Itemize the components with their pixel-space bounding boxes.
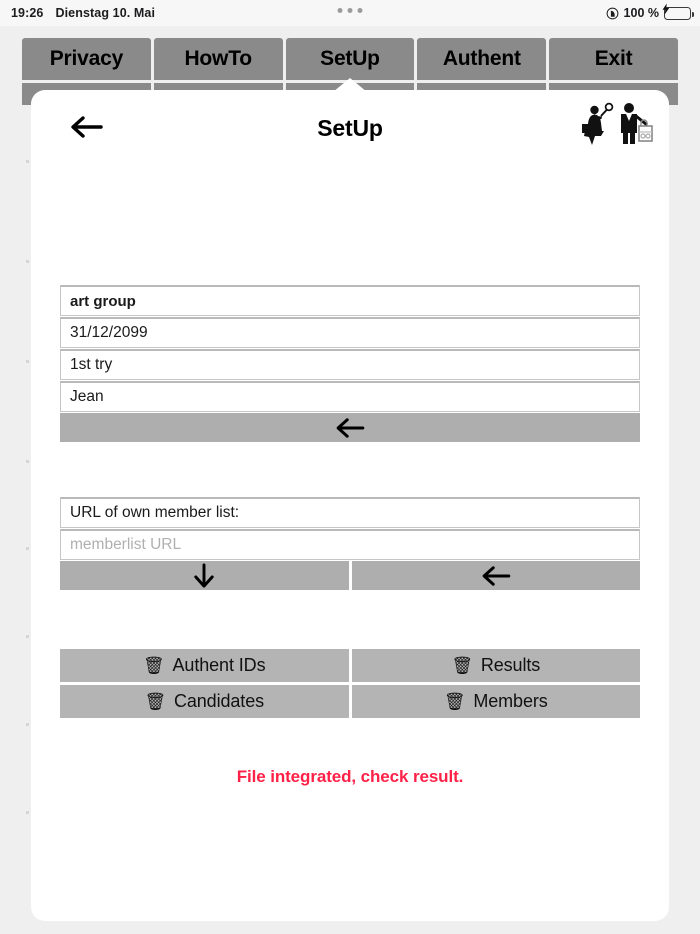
status-bar-left xyxy=(11,6,155,20)
tab-howto[interactable] xyxy=(154,38,283,80)
download-arrow-icon xyxy=(193,563,215,589)
tab-label: Authent xyxy=(442,47,521,70)
wastebasket-icon: 🗑 xyxy=(143,656,165,675)
back-arrow-icon xyxy=(334,417,366,439)
delete-candidates-button[interactable] xyxy=(60,685,349,718)
group-info-section xyxy=(60,285,640,442)
dot xyxy=(348,8,353,13)
back-arrow-icon xyxy=(480,565,512,587)
status-bar xyxy=(0,0,700,26)
status-bar-right xyxy=(606,6,691,20)
delete-results-button[interactable] xyxy=(352,649,641,682)
tab-authent[interactable] xyxy=(417,38,546,80)
memberlist-section xyxy=(60,497,640,590)
group-attempt-field[interactable]: 1st try xyxy=(60,349,640,380)
dot xyxy=(338,8,343,13)
panel-header xyxy=(31,90,669,170)
memberlist-url-input[interactable]: memberlist URL xyxy=(60,529,640,560)
memberlist-label: URL of own member list: xyxy=(60,497,640,528)
status-date: Dienstag 10. Mai xyxy=(55,6,156,20)
memberlist-download-button[interactable] xyxy=(60,561,349,590)
delete-buttons-row xyxy=(60,649,640,682)
tab-label: Exit xyxy=(594,47,633,70)
tab-setup[interactable] xyxy=(286,38,415,80)
tab-label: HowTo xyxy=(184,47,252,70)
group-name-field[interactable]: art group xyxy=(60,285,640,316)
wastebasket-icon: 🗑 xyxy=(443,692,466,711)
tab-exit[interactable] xyxy=(549,38,678,80)
battery-percent: 100 % xyxy=(623,6,659,20)
setup-panel xyxy=(31,90,669,921)
tab-label: SetUp xyxy=(320,47,380,70)
battery-charging-icon xyxy=(664,7,691,20)
rotation-lock-icon xyxy=(606,7,619,20)
charging-bolt-icon xyxy=(662,3,671,14)
status-message: File integrated, check result. xyxy=(236,767,464,786)
tab-bar xyxy=(22,38,678,80)
multitasking-handle-dots-icon[interactable] xyxy=(338,8,363,13)
status-time: 19:26 xyxy=(11,6,44,20)
group-submit-button[interactable] xyxy=(60,413,640,442)
group-owner-field[interactable]: Jean xyxy=(60,381,640,412)
woman-with-key-icon xyxy=(581,101,615,145)
delete-members-button[interactable] xyxy=(352,685,641,718)
memberlist-button-row xyxy=(60,561,640,590)
button-label: Results xyxy=(480,655,541,675)
edge-tick-marks xyxy=(26,60,29,920)
dot xyxy=(358,8,363,13)
page-title: SetUp xyxy=(317,115,383,141)
button-label: Authent IDs xyxy=(172,655,266,675)
header-role-icons[interactable] xyxy=(581,101,653,145)
active-tab-pointer-icon xyxy=(333,78,367,92)
tab-privacy[interactable] xyxy=(22,38,151,80)
delete-authent-ids-button[interactable] xyxy=(60,649,349,682)
wastebasket-icon: 🗑 xyxy=(144,692,166,711)
delete-buttons-row xyxy=(60,685,640,718)
delete-buttons-grid xyxy=(60,649,640,718)
group-date-field[interactable]: 31/12/2099 xyxy=(60,317,640,348)
man-with-bag-icon xyxy=(617,101,653,145)
tab-label: Privacy xyxy=(49,47,124,70)
memberlist-back-button[interactable] xyxy=(352,561,641,590)
button-label: Candidates xyxy=(173,691,265,711)
button-label: Members xyxy=(473,691,548,711)
wastebasket-icon: 🗑 xyxy=(451,656,473,675)
